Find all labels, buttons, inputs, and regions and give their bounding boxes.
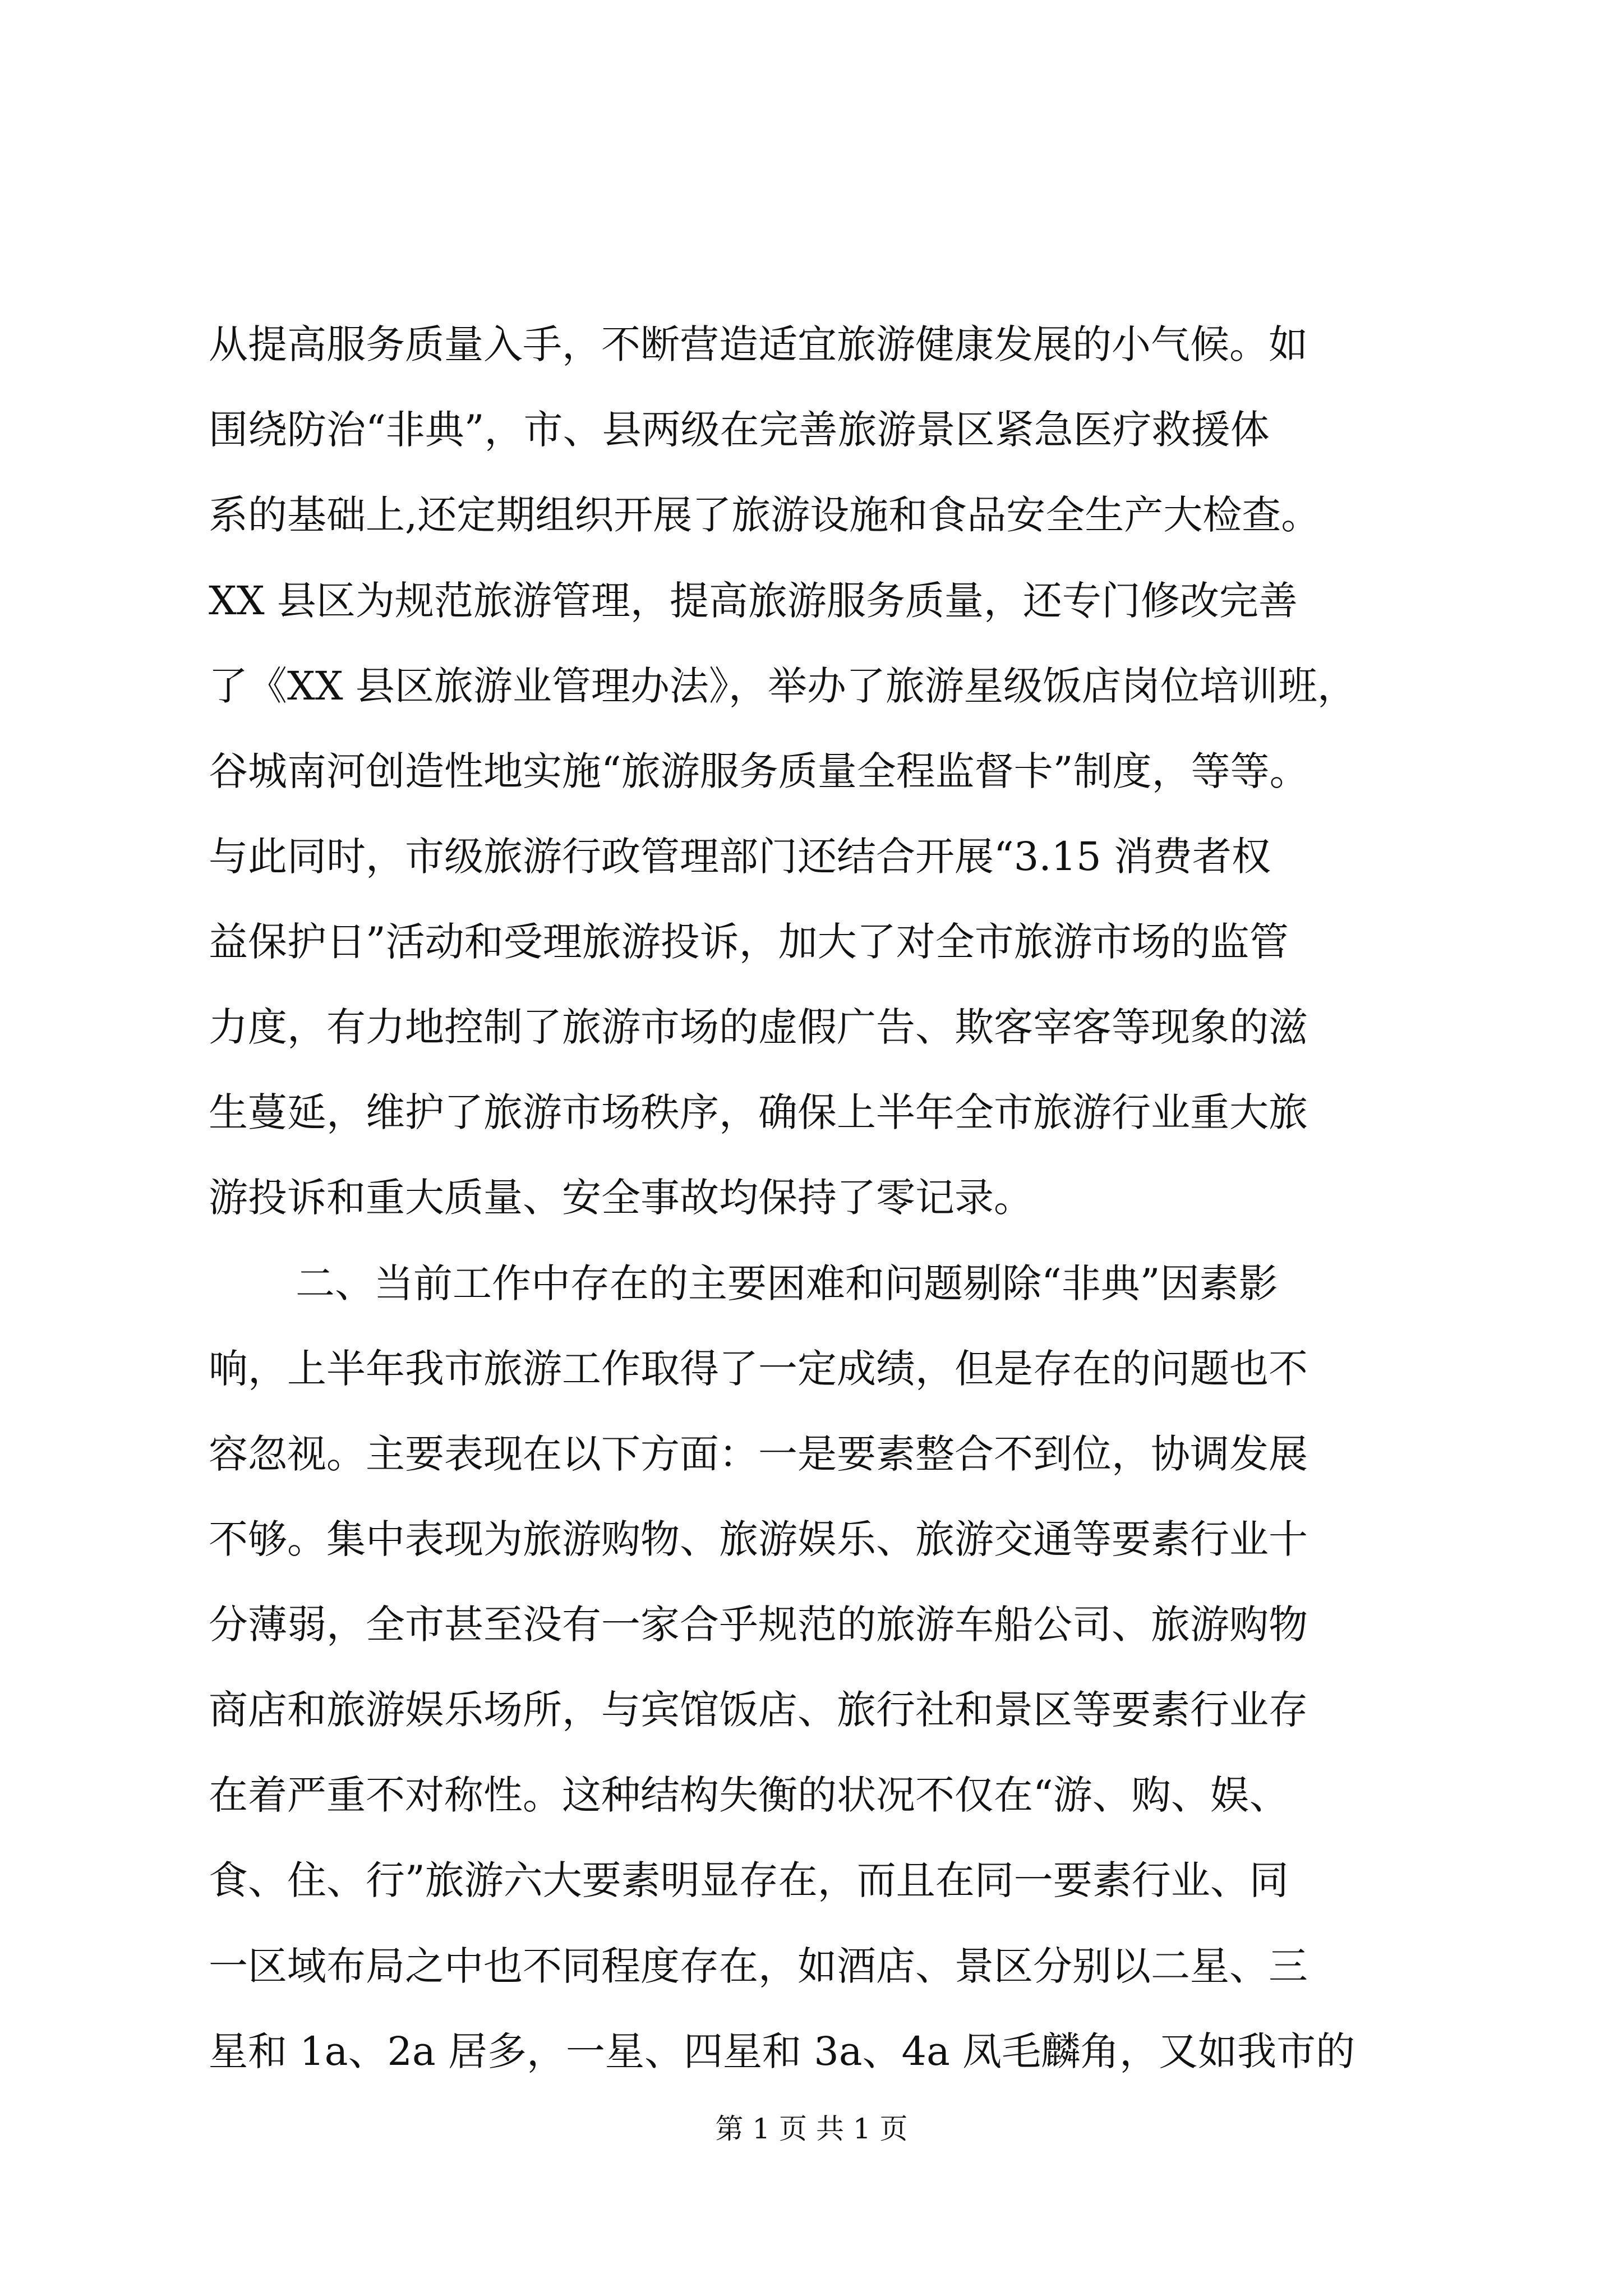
body-text-line: XX 县区为规范旅游管理，提高旅游服务质量，还专门修改完善 [209,578,1298,624]
body-text-line: 容忽视。主要表现在以下方面：一是要素整合不到位，协调发展 [209,1431,1308,1477]
body-text-line: 游投诉和重大质量、安全事故均保持了零记录。 [209,1175,1033,1221]
body-text-line: 系的基础上,还定期组织开展了旅游设施和食品安全生产大检查。 [209,492,1321,538]
body-text-line: 生蔓延，维护了旅游市场秩序，确保上半年全市旅游行业重大旅 [209,1089,1308,1135]
body-text-line: 食、住、行”旅游六大要素明显存在，而且在同一要素行业、同 [209,1857,1289,1903]
body-text-line: 谷城南河创造性地实施“旅游服务质量全程监督卡”制度，等等。 [209,748,1309,794]
page-number-footer: 第 1 页 共 1 页 [715,2113,908,2145]
body-text-line: 分薄弱，全市甚至没有一家合乎规范的旅游车船公司、旅游购物 [209,1602,1308,1648]
body-text-line: 一区域布局之中也不同程度存在，如酒店、景区分别以二星、三 [209,1943,1308,1989]
body-text-line: 从提高服务质量入手，不断营造适宜旅游健康发展的小气候。如 [209,321,1308,367]
paragraph-start-line: 二、当前工作中存在的主要困难和问题剔除“非典”因素影 [296,1260,1278,1306]
body-text-line: 在着严重不对称性。这种结构失衡的状况不仅在“游、购、娱、 [209,1772,1289,1818]
body-text-line: 了《XX 县区旅游业管理办法》，举办了旅游星级饭店岗位培训班， [209,663,1357,709]
body-text-line: 星和 1a、2a 居多，一星、四星和 3a、4a 凤毛麟角，又如我市的 [209,2028,1355,2074]
body-text-line: 力度，有力地控制了旅游市场的虚假广告、欺客宰客等现象的滋 [209,1004,1308,1050]
body-text-line: 商店和旅游娱乐场所，与宾馆饭店、旅行社和景区等要素行业存 [209,1687,1308,1733]
body-text-line: 响，上半年我市旅游工作取得了一定成绩，但是存在的问题也不 [209,1346,1308,1392]
body-text-line: 与此同时，市级旅游行政管理部门还结合开展“3.15 消费者权 [209,834,1271,880]
body-text-line: 围绕防治“非典”，市、县两级在完善旅游景区紧急医疗救援体 [209,407,1270,453]
body-text-line: 不够。集中表现为旅游购物、旅游娱乐、旅游交通等要素行业十 [209,1516,1308,1562]
body-text-line: 益保护日”活动和受理旅游投诉，加大了对全市旅游市场的监管 [209,919,1289,965]
